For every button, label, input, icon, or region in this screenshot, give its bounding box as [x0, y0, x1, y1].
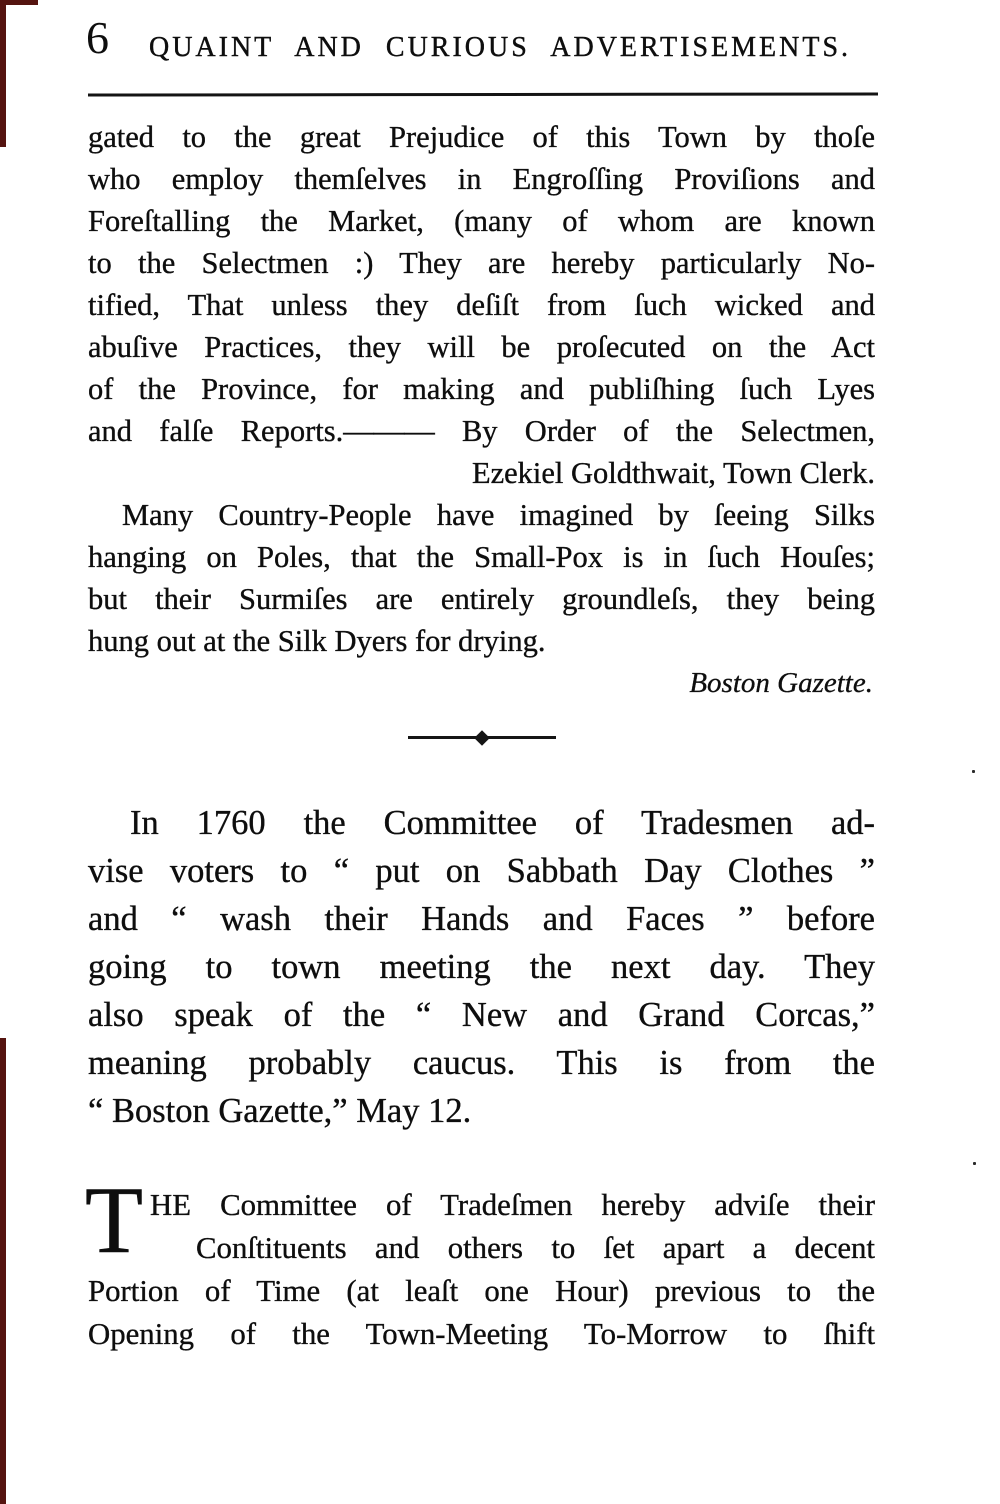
scan-edge-stain-left-bottom: [0, 1038, 6, 1504]
signature-line: Ezekiel Goldthwait, Town Clerk.: [471, 456, 875, 490]
text-line: to the Selectmen :) They are hereby particularly No-: [88, 246, 875, 280]
text-line: Many Country-People have imagined by ſeeing Silks: [122, 498, 875, 532]
scan-speck: [973, 1162, 976, 1165]
text-line: HE Committee of Tradeſmen hereby adviſe their: [150, 1188, 875, 1222]
scan-edge-stain-top: [0, 0, 38, 5]
text-line: Opening of the Town-Meeting To-Morrow to ſhift: [88, 1317, 875, 1351]
page-header: [0, 0, 1000, 114]
paragraph-small-pox: [88, 494, 875, 662]
text-line: but their Surmiſes are entirely groundleſs, they being: [88, 582, 875, 616]
text-line: Conſtituents and others to ſet apart a decent: [196, 1231, 875, 1265]
text-line: hanging on Poles, that the Small-Pox is in ſuch Houſes;: [88, 540, 875, 574]
text-line: hung out at the Silk Dyers for drying.: [88, 624, 546, 658]
page-number: 6: [86, 12, 109, 63]
text-line: “ Boston Gazette,” May 12.: [88, 1092, 472, 1130]
text-line: In 1760 the Committee of Tradesmen ad-: [130, 804, 875, 842]
text-column: [85, 116, 875, 1356]
text-line: tified, That unless they deſiſt from ſuch wicked and: [88, 288, 875, 322]
running-title: QUAINT AND CURIOUS ADVERTISEMENTS.: [148, 32, 852, 63]
attribution-line: Boston Gazette.: [689, 667, 873, 699]
text-line: meaning probably caucus. This is from the: [88, 1044, 875, 1082]
text-line: and falſe Reports.——— By Order of the Selectmen,: [88, 414, 875, 448]
text-line: of the Province, for making and publiſhing ſuch Lyes: [88, 372, 875, 406]
paragraph-1760-commentary: [88, 799, 875, 1135]
paragraph-tradesmen-advice: [85, 1167, 875, 1356]
paragraph-selectmen-notice: [88, 116, 875, 494]
scan-speck: [972, 770, 975, 773]
scan-edge-stain-left-top: [0, 0, 6, 147]
text-line: Portion of Time (at leaſt one Hour) previous to the: [88, 1274, 875, 1308]
text-line: also speak of the “ New and Grand Corcas,”: [88, 996, 875, 1034]
text-line: gated to the great Prejudice of this Town by thoſe: [88, 120, 875, 154]
text-line: who employ themſelves in Engroſſing Proviſions and: [88, 162, 875, 196]
text-line: abuſive Practices, they will be proſecuted on the Act: [88, 330, 875, 364]
text-line: Foreſtalling the Market, (many of whom are known: [88, 204, 875, 238]
text-line: going to town meeting the next day. They: [88, 948, 875, 986]
header-rule: [88, 92, 878, 96]
section-divider: [408, 729, 556, 745]
drop-cap: T: [85, 1167, 144, 1273]
diamond-ornament-icon: [474, 730, 490, 746]
text-line: vise voters to “ put on Sabbath Day Clothes ”: [88, 852, 875, 890]
text-line: and “ wash their Hands and Faces ” before: [88, 900, 875, 938]
